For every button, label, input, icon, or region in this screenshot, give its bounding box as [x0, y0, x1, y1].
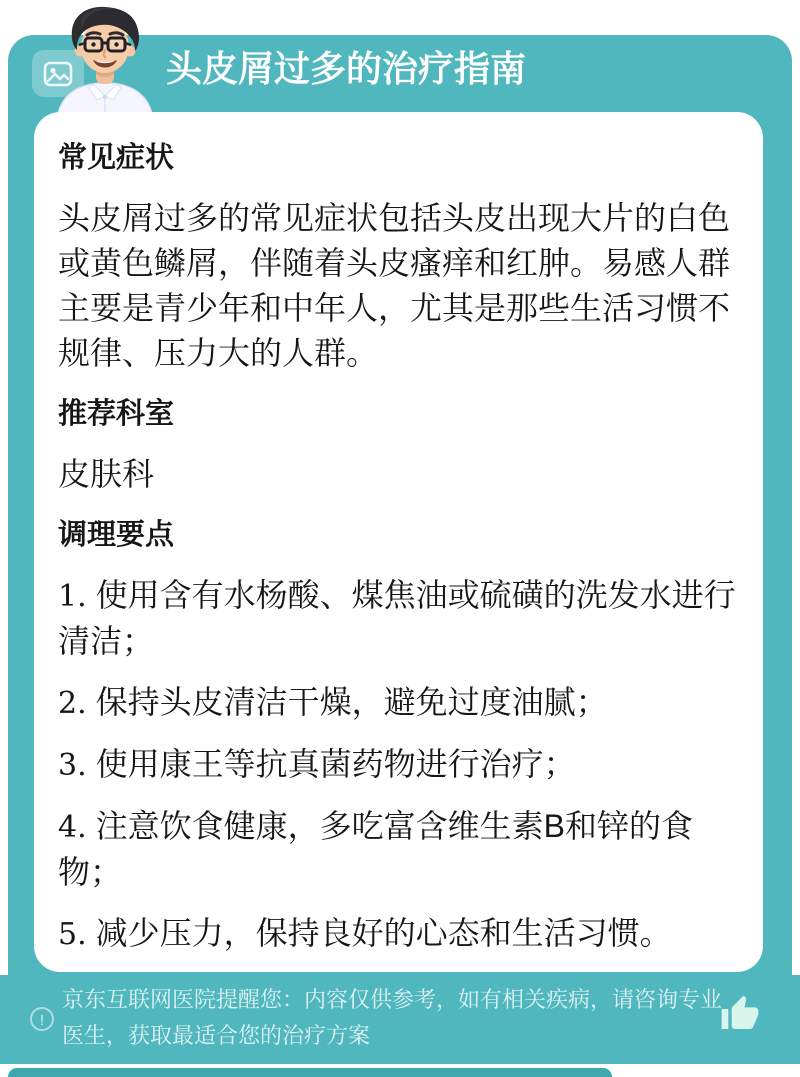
tip-number: 1. [58, 579, 87, 614]
tip-text: 注意饮食健康，多吃富含维生素B和锌的食物； [58, 808, 693, 890]
content-card [34, 112, 763, 972]
tip-number: 4. [58, 810, 87, 845]
exclamation-mark: ! [39, 1012, 45, 1029]
tip-item [58, 911, 739, 957]
thumbs-up-icon [719, 994, 761, 1034]
disclaimer-text [62, 982, 734, 1054]
tip-text: 保持头皮清洁干燥，避免过度油腻； [95, 684, 608, 720]
alert-circle-icon [30, 1007, 54, 1031]
department-text: 皮肤科 [58, 456, 155, 492]
doctor-avatar [45, 2, 165, 119]
disclaimer-line-2: 医生，获取最适合您的治疗方案 [62, 1023, 371, 1048]
tip-text: 使用含有水杨酸、煤焦油或硫磺的洗发水进行清洁； [58, 577, 736, 659]
tip-text: 使用康王等抗真菌药物进行治疗； [95, 746, 576, 782]
tip-item [58, 742, 739, 788]
tip-item [58, 573, 739, 664]
disclaimer-line-1: 京东互联网医院提醒您：内容仅供参考，如有相关疾病，请咨询专业 [62, 987, 723, 1012]
symptoms-text: 头皮屑过多的常见症状包括头皮出现大片的白色或黄色鳞屑，伴随着头皮瘙痒和红肿。易感人群主要是青少年和中年人，尤其是那些生活习惯不规律、压力大的人群。 [58, 200, 731, 371]
next-card-peek [8, 1068, 612, 1077]
section-heading-symptoms: 常见症状 [58, 142, 175, 174]
tip-number: 2. [58, 686, 87, 721]
section-heading-tips: 调理要点 [58, 519, 175, 551]
tip-number: 5. [58, 917, 87, 952]
tip-number: 3. [58, 748, 87, 783]
page-title: 头皮屑过多的治疗指南 [166, 48, 527, 89]
tip-item [58, 680, 739, 726]
tip-item [58, 804, 739, 895]
section-heading-department: 推荐科室 [58, 398, 175, 430]
tip-text: 减少压力，保持良好的心态和生活习惯。 [95, 915, 672, 951]
like-button[interactable] [719, 994, 761, 1034]
